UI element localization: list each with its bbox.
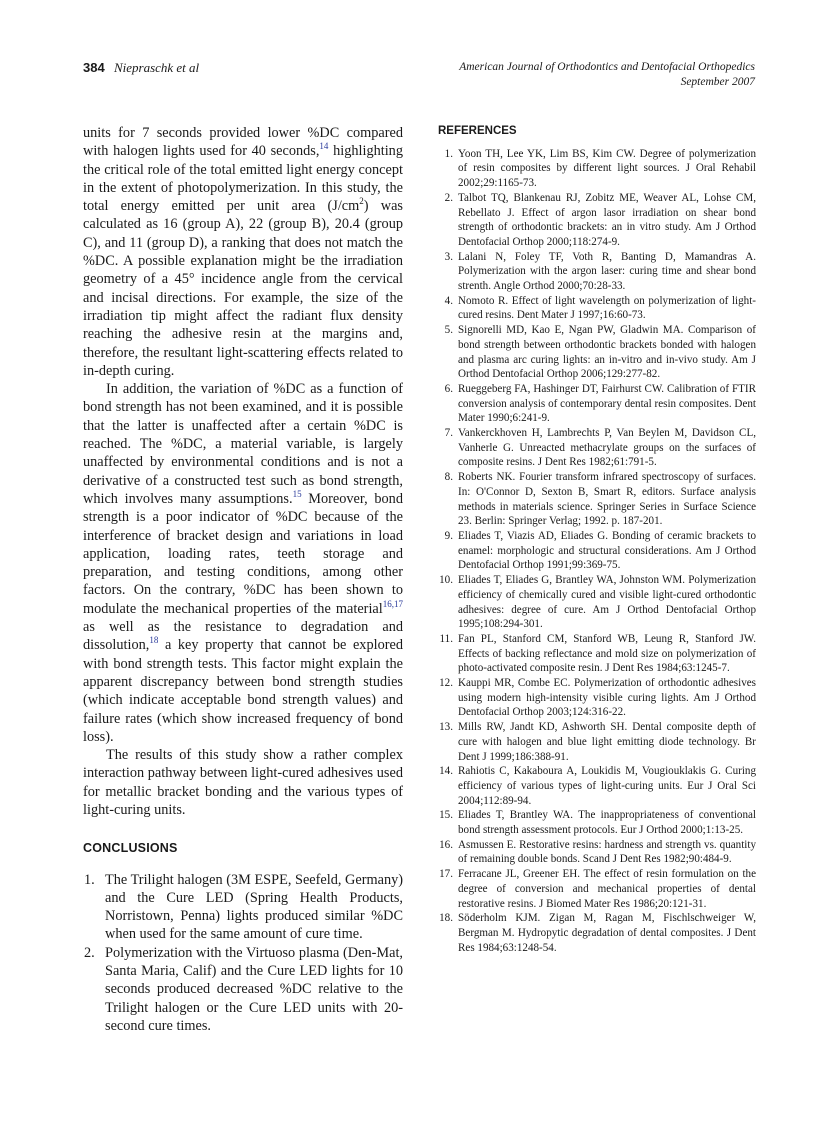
- citation-link[interactable]: 18: [149, 635, 159, 646]
- reference-item: 12. Kauppi MR, Combe EC. Polymerization of orthodontic adhesives using modern high-intensity visible curing lights. Am J Orthod Dentofacial Orthop 2003;124:316-22.: [439, 677, 756, 719]
- body-paragraph-1: units for 7 seconds provided lower %DC compared with halogen lights used for 40 seconds,$^{14}$ highlighting the critical role of the total emitted light energy concept in the extent of photopolymerization. In this study, the total energy emitted per unit area $(J/cm^2)$ was calculated as 16 (group A), 22 (group B), 20.4 (group C), and 11 (group D), a ranking that does not match the %DC. A possible explanation might be the irradiation geometry of a 45° incidence angle from the cervical and incisal directions. For example, the size of the irradiation tip might affect the radiant flux density reaching the adhesive resin at the margins and, therefore, the resultant light-scattering effects related to in-depth curing.: [83, 125, 403, 379]
- running-header-right: [459, 60, 755, 90]
- reference-item: 8. Roberts NK. Fourier transform infrared spectroscopy of surfaces. In: O'Connor D, Sexton B, Smart R, editors. Surface analysis methods in materials science. Springer Series in Surface Science 23. Berlin: Springer Verlag; 1992. p. 187-201.: [444, 471, 756, 528]
- superscript-exponent: 2: [359, 196, 364, 207]
- conclusion-item: 2. Polymerization with the Virtuoso plasma (Den-Mat, Santa Maria, Calif) and the Cure LED lights for 10 seconds produced decreased %DC relative to the Trilight halogen or the Cure LED units with 20-second cure times.: [84, 944, 403, 1034]
- left-column: [83, 124, 403, 1035]
- body-paragraph-3: The results of this study show a rather complex interaction pathway between light-cured adhesives used for metallic bracket bonding and the various types of light-curing units.: [83, 747, 403, 818]
- reference-item: 3. Lalani N, Foley TF, Voth R, Banting D, Mamandras A. Polymerization with the argon laser: curing time and shear bond strenth. Angle Orthod 2000;70:28-33.: [444, 250, 756, 293]
- reference-item: 7. Vankerckhoven H, Lambrechts P, Van Beylen M, Davidson CL, Vanherle G. Unreacted methacrylate groups on the surfaces of composite resins. J Dent Res 1982;61:791-5.: [444, 427, 756, 469]
- running-header-left: [83, 60, 199, 76]
- page-number: 384: [83, 60, 105, 75]
- citation-link[interactable]: 15: [292, 489, 302, 500]
- reference-item: 16. Asmussen E. Restorative resins: hardness and strength vs. quantity of remaining double bonds. Scand J Dent Res 1982;90:484-9.: [439, 838, 756, 866]
- body-paragraph-2: In addition, the variation of %DC as a function of bond strength has not been examined, and it is possible that the latter is unaffected after a certain %DC is reached. The %DC, a material variable, is largely unaffected by environmental conditions and is not a derivative of a constructed test such as bond strength, which involves many assumptions.$^{15}$ Moreover, bond strength is a poor indicator of %DC because of the interference of bracket design and variations in load application, loading rates, teeth storage and preparation, and testing conditions, among other factors. On the contrary, %DC has been shown to modulate the mechanical properties of the material$^{16,17}$ as well as the resistance to degradation and dissolution,$^{18}$ a key property that cannot be explored with bond strength tests. This factor might explain the apparent discrepancy between bond strength studies (which indicate acceptable bond strength values) and failure rates (which show increased frequency of bond loss).: [83, 381, 403, 745]
- citation-link[interactable]: 14: [319, 141, 329, 152]
- issue-date: September 2007: [680, 76, 755, 88]
- reference-item: 13. Mills RW, Jandt KD, Ashworth SH. Dental composite depth of cure with halogen and blue light emitting diode technology. Br Dent J 1999;186:388-91.: [439, 721, 756, 763]
- reference-item: 14. Rahiotis C, Kakaboura A, Loukidis M, Vougiouklakis G. Curing efficiency of various types of light-curing units. Eur J Oral Sci 2004;112:89-94.: [439, 765, 756, 807]
- references-heading: REFERENCES: [438, 125, 517, 137]
- reference-item: 9. Eliades T, Viazis AD, Eliades G. Bonding of ceramic brackets to enamel: morphologic and structural considerations. Am J Orthod Dentofacial Orthop 1991;99:369-75.: [444, 529, 756, 572]
- reference-item: 15. Eliades T, Brantley WA. The inappropriateness of conventional bond strength assessment protocols. Eur J Orthod 2000;1:13-25.: [439, 809, 756, 837]
- reference-item: 4. Nomoto R. Effect of light wavelength on polymerization of light-cured resins. Dent Mater J 1997;16:60-73.: [444, 294, 756, 322]
- reference-item: 11. Fan PL, Stanford CM, Stanford WB, Leung R, Stanford JW. Effects of backing reflectance and mold size on polymerization of photo-activated composite resin. J Dent Res 1984;63:1245-7.: [439, 632, 756, 675]
- citation-link[interactable]: 16,17: [382, 598, 403, 609]
- reference-item: 1. Yoon TH, Lee YK, Lim BS, Kim CW. Degree of polymerization of resin composites by different light sources. J Oral Rehabil 2002;29:1165-73.: [444, 147, 756, 190]
- journal-title: American Journal of Orthodontics and Dentofacial Orthopedics: [459, 61, 755, 73]
- reference-item: 2. Talbot TQ, Blankenau RJ, Zobitz ME, Weaver AL, Lohse CM, Rebellato J. Effect of argon lasor irradiation on shear bond strength of orthodontic brackets: an in vitro study. Am J Orthod Dentofacial Orthop 2000;118:274-9.: [444, 191, 756, 248]
- reference-item: 5. Signorelli MD, Kao E, Ngan PW, Gladwin MA. Comparison of bond strength between orthodontic brackets bonded with halogen and plasma arc curing lights: an in-vitro and in-vivo study. Am J Orthod Dentofacial Orthop 2006;129:277-82.: [444, 324, 756, 381]
- conclusions-heading: CONCLUSIONS: [83, 841, 178, 856]
- right-column: [438, 124, 756, 955]
- conclusion-item: 1. The Trilight halogen (3M ESPE, Seefeld, Germany) and the Cure LED (Spring Health Products, Norristown, Penna) lights produced similar %DC when used for the same amount of cure time.: [84, 871, 403, 943]
- reference-item: 17. Ferracane JL, Greener EH. The effect of resin formulation on the degree of conversion and mechanical properties of dental restorative resins. J Biomed Mater Res 1986;20:121-31.: [439, 868, 756, 910]
- references-list: [438, 147, 756, 956]
- reference-item: 18. Söderholm KJM. Zigan M, Ragan M, Fischlschweiger W, Bergman M. Hydropytic degradation of dental composites. J Dent Res 1984;63:1248-54.: [439, 912, 756, 954]
- running-author: Niepraschk et al: [113, 60, 200, 75]
- conclusions-list: [83, 871, 403, 1036]
- reference-item: 6. Rueggeberg FA, Hashinger DT, Fairhurst CW. Calibration of FTIR conversion analysis of contemporary dental resin composites. Dent Mater 1990;6:241-9.: [444, 382, 756, 425]
- reference-item: 10. Eliades T, Eliades G, Brantley WA, Johnston WM. Polymerization efficiency of chemically cured and visible light-cured orthodontic adhesives: degree of cure. Am J Orthod Dentofacial Orthop 1995;108:294-301.: [439, 574, 756, 631]
